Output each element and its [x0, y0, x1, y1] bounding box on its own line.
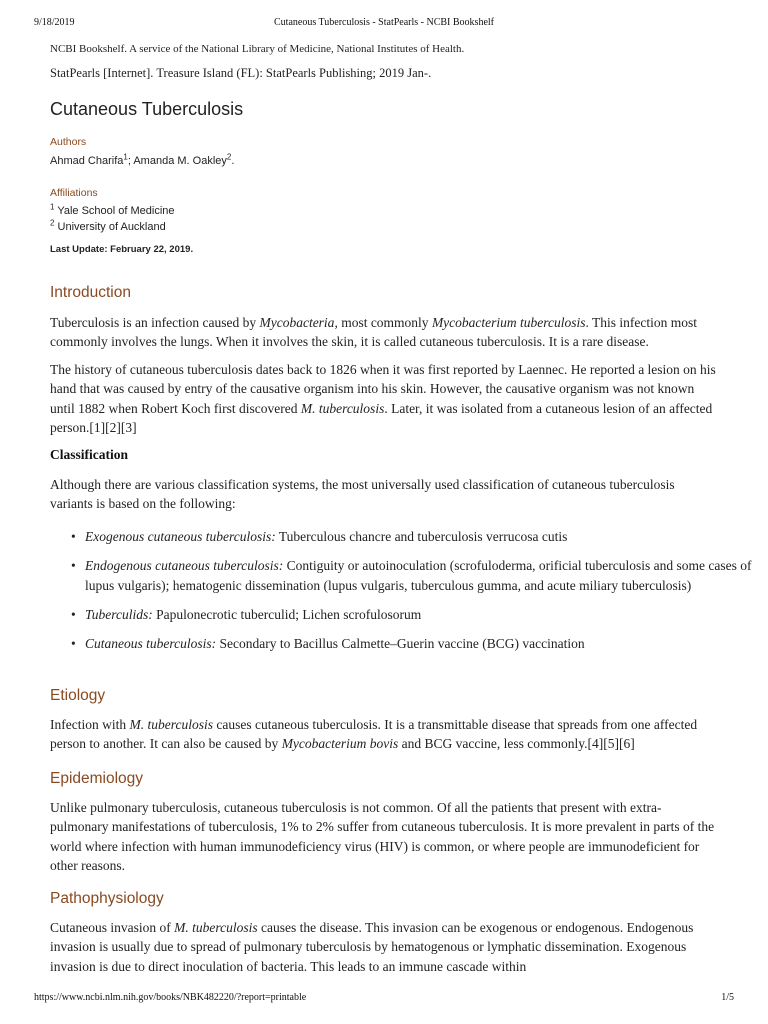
section-heading-introduction: Introduction — [50, 284, 131, 301]
list-item: • Exogenous cutaneous tuberculosis: Tuberculous chancre and tuberculosis verrucosa cutis — [85, 527, 753, 546]
author-separator: ; — [127, 155, 134, 167]
list-item: • Cutaneous tuberculosis: Secondary to Bacillus Calmette–Guerin vaccine (BCG) vaccination — [85, 634, 753, 653]
classification-paragraph: Although there are various classification systems, the most universally used classification of cutaneous tuberculosis variants is based on the following: — [50, 477, 675, 512]
print-footer — [0, 992, 768, 1006]
affiliation-name: University of Auckland — [57, 221, 166, 233]
affiliations-heading: Affiliations — [50, 187, 98, 199]
affiliation-name: Yale School of Medicine — [57, 205, 175, 217]
classification-heading: Classification — [50, 447, 129, 462]
author-separator: . — [231, 155, 235, 167]
intro-paragraph-1: Tuberculosis is an infection caused by Mycobacteria, most commonly Mycobacterium tuberculosis. This infection most commonly involves the lungs. When it involves the skin, it is called cutaneous tuberculosis. It is a rare disease. — [50, 315, 698, 350]
authors-list — [50, 153, 718, 173]
print-header — [0, 17, 768, 31]
reference-links[interactable]: [1][2][3] — [89, 419, 137, 435]
pathophysiology-paragraph: Cutaneous invasion of M. tuberculosis causes the disease. This invasion can be exogenous or endogenous. Endogenous invasion is usually due to spread of pulmonary tuberculosis by hematogenous or lymphatic dissemination. Exogenous invasion is due to direct inoculation of bacteria. This leads to an immune cascade within — [50, 920, 694, 974]
affiliations-list — [50, 203, 718, 235]
section-heading-pathophysiology: Pathophysiology — [50, 890, 164, 907]
last-update: Last Update: February 22, 2019. — [50, 244, 194, 255]
etiology-paragraph: Infection with M. tuberculosis causes cutaneous tuberculosis. It is a transmittable disease that spreads from one affected person to another. It can also be caused by Mycobacterium bovis and BCG vaccine, less commonly.[4][5][6] — [50, 717, 698, 752]
list-item: • Endogenous cutaneous tuberculosis: Contiguity or autoinoculation (scrofuloderma, orificial tuberculosis and some cases of lupus vulgaris); hematogenic dissemination (lupus vulgaris, tuberculous gumma, and acute miliary tuberculosis) — [85, 556, 753, 595]
intro-paragraph-2: The history of cutaneous tuberculosis dates back to 1826 when it was first reported by Laennec. He reported a lesion on his hand that was caused by entry of the causative organism into his skin. However, the causative organism was not known until 1882 when Robert Koch first discovered M. tuberculosis. Later, it was isolated from a cutaneous lesion of an affected person.[1][2][3] — [50, 362, 716, 435]
author-name[interactable]: Ahmad Charifa — [50, 155, 124, 167]
article — [50, 42, 718, 256]
page-number: 1/5 — [721, 992, 734, 1003]
print-date: 9/18/2019 — [34, 17, 75, 28]
authors-heading: Authors — [50, 136, 87, 148]
ncbi-bookshelf-line: NCBI Bookshelf. A service of the National Library of Medicine, National Institutes of Health. — [50, 43, 465, 55]
citation-line: StatPearls [Internet]. Treasure Island (FL): StatPearls Publishing; 2019 Jan-. — [50, 66, 432, 80]
epidemiology-paragraph: Unlike pulmonary tuberculosis, cutaneous tuberculosis is not common. Of all the patients that present with extra-pulmonary manifestations of tuberculosis, 1% to 2% suffer from cutaneous tuberculosis. It is more prevalent in parts of the world where infection with human immunodeficiency virus (HIV) is common, or where people are immunodeficient for other reasons. — [50, 800, 715, 873]
print-url[interactable]: https://www.ncbi.nlm.nih.gov/books/NBK482220/?report=printable — [34, 992, 307, 1003]
list-item: • Tuberculids: Papulonecrotic tuberculid; Lichen scrofulosorum — [85, 605, 753, 624]
page-title: Cutaneous Tuberculosis — [50, 99, 244, 119]
author-name[interactable]: Amanda M. Oakley — [133, 155, 227, 167]
author-affiliation-sup: 2 — [226, 152, 232, 162]
reference-links[interactable]: [4][5][6] — [587, 736, 635, 752]
print-title: Cutaneous Tuberculosis - StatPearls - NCBI Bookshelf — [274, 17, 494, 28]
affiliation-item — [50, 203, 718, 219]
section-heading-epidemiology: Epidemiology — [50, 770, 144, 787]
affiliation-sup: 1 — [50, 202, 55, 212]
section-heading-etiology: Etiology — [50, 687, 106, 704]
classification-list — [50, 527, 753, 653]
affiliation-item — [50, 219, 718, 235]
author-affiliation-sup: 1 — [123, 152, 128, 162]
affiliation-sup: 2 — [50, 218, 55, 228]
